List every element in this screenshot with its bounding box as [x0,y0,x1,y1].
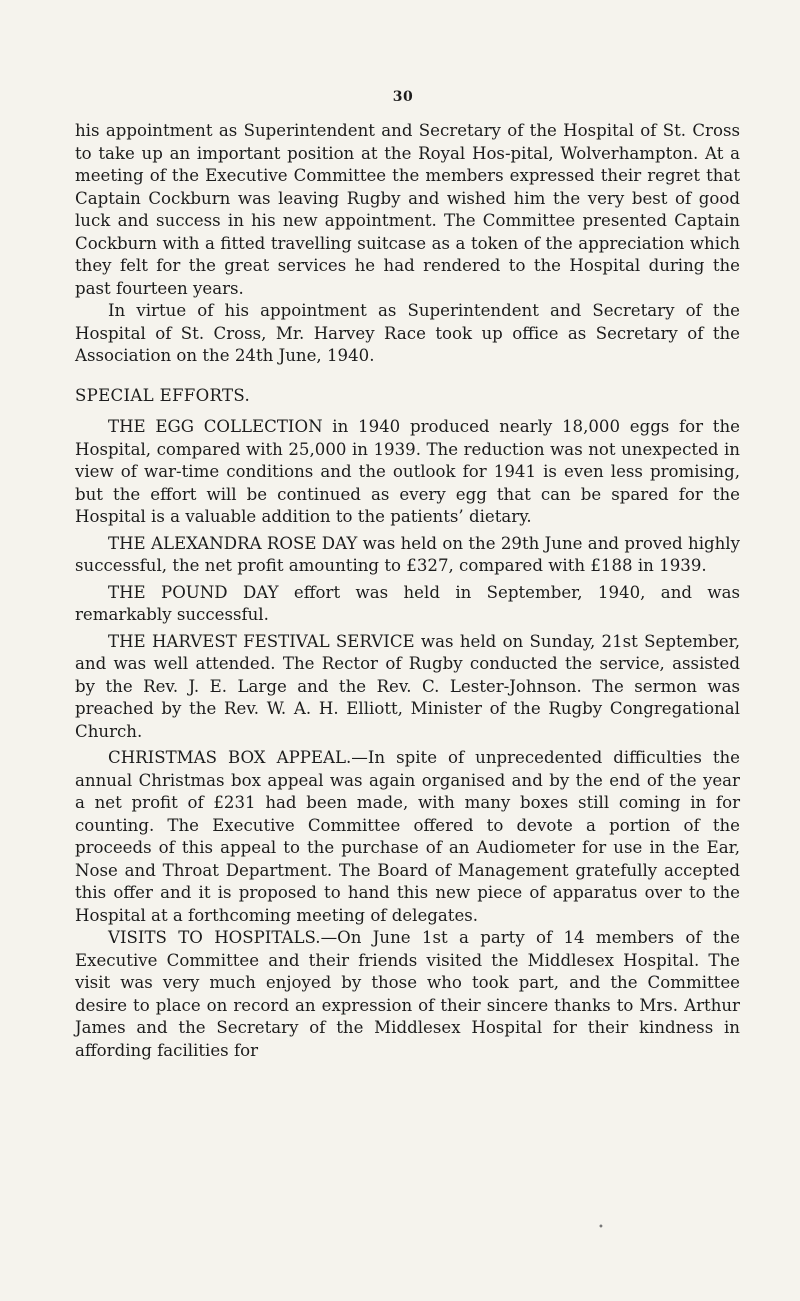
body-text [75,120,740,1062]
paragraph-secretary-appointment: In virtue of his appointment as Superintendent and Secretary of the Hospital of St. Cross, Mr. Harvey Race took up office as Secretary of the Association on the 24th June, 1940. [75,301,740,365]
paragraph-egg-collection: THE EGG COLLECTION in 1940 produced nearly 18,000 eggs for the Hospital, compared with 25,000 in 1939. The reduction was not unexpected in view of war-time conditions and the outlook for 1941 is even less promising, but the effort will be continued as every egg that can be spared for the Hospital is a valuable addition to the patients’ dietary. [75,417,740,526]
paragraph-rose-day: THE ALEXANDRA ROSE DAY was held on the 29th June and proved highly successful, the net profit amounting to £327, compared with £188 in 1939. [75,533,740,575]
paragraph-visits-to-hospitals: VISITS TO HOSPITALS.—On June 1st a party of 14 members of the Executive Committee and their friends visited the Middlesex Hospital. The visit was very much enjoyed by those who took part, and the Committee desire to place on record an expression of their sincere thanks to Mrs. Arthur James and the Secretary of the Middlesex Hospital for their kindness in affording facilities for [75,928,740,1060]
paragraph-pound-day: THE POUND DAY effort was held in September, 1940, and was remarkably successful. [75,582,740,624]
paragraph-harvest-festival: THE HARVEST FESTIVAL SERVICE was held on Sunday, 21st September, and was well attended. The Rector of Rugby conducted the service, assisted by the Rev. J. E. Large and the Rev. C. Lester-Johnson. The sermon was preached by the Rev. W. A. H. Elliott, Minister of the Rugby Congregational Church. [75,631,740,741]
paragraph-continuation: his appointment as Superintendent and Secretary of the Hospital of St. Cross to take up an important position at the Royal Hos-pital, Wolverhampton. At a meeting of the Executive Committee the members expressed their regret that Captain Cockburn was leaving Rugby and wished him the very best of good luck and success in his new appointment. The Committee presented Captain Cockburn with a fitted travelling suitcase as a token of the appreciation which they felt for the great services he had rendered to the Hospital during the past fourteen years. [75,121,740,298]
page-number: 30 [392,89,414,105]
section-heading: SPECIAL EFFORTS. [75,385,251,405]
paragraph-christmas-box-appeal: CHRISTMAS BOX APPEAL.—In spite of unprecedented difficulties the annual Christmas box appeal was again organised and by the end of the year a net profit of £231 had been made, with many boxes still coming in for counting. The Executive Committee offered to devote a portion of the proceeds of this appeal to the purchase of an Audiometer for use in the Ear, Nose and Throat Department. The Board of Management gratefully accepted this offer and it is proposed to hand this new piece of apparatus over to the Hospital at a forthcoming meeting of delegates. [75,748,740,925]
specks-mark: • [598,1222,604,1233]
